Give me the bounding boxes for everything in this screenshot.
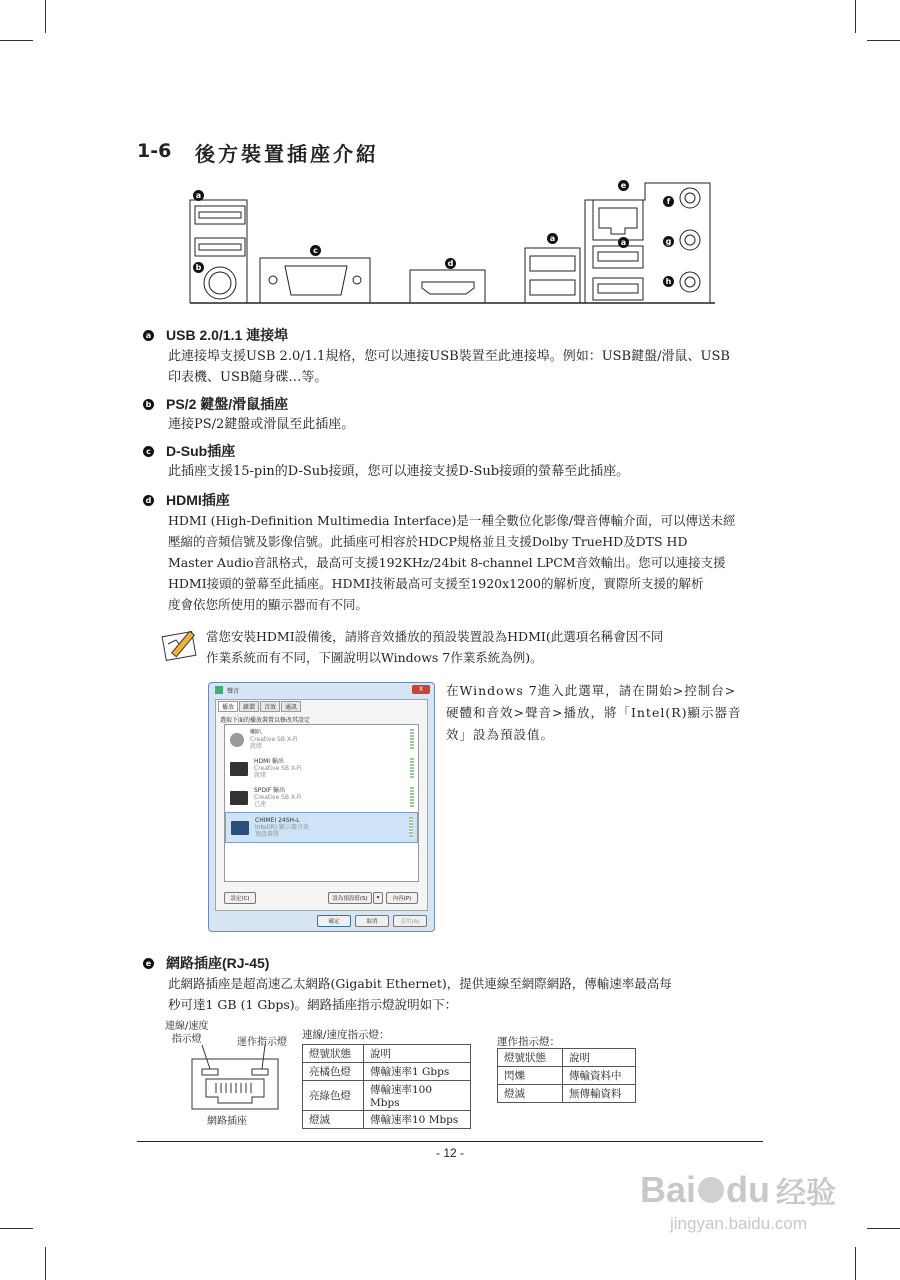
text-line: 指示燈 [171, 1034, 202, 1045]
device-driver: Creative SB X-Fi [254, 765, 302, 772]
speaker-icon [215, 686, 223, 694]
table-cell: 亮橘色燈 [303, 1063, 364, 1081]
device-status: 就緒 [250, 743, 263, 750]
text-line: 作業系統而有不同，下圖說明以Windows 7作業系統為例)。 [206, 650, 543, 665]
sound-dialog-screenshot [208, 682, 435, 932]
item-title: HDMI插座 [166, 492, 230, 508]
win7-caption [446, 680, 742, 746]
crop-mark [867, 40, 900, 41]
device-name: 喇叭 [250, 729, 263, 736]
dialog-titlebar [209, 683, 434, 697]
text-line: HDMI接頭的螢幕至此插座。HDMI技術最高可支援至1920x1200的解析度，實際所支援的解析 [168, 576, 704, 591]
item-hdmi-text [168, 510, 736, 615]
level-meter [410, 729, 414, 749]
table-cell: 傳輸速率10 Mbps [364, 1111, 471, 1129]
marker-b: b [193, 262, 204, 273]
marker-f: f [663, 196, 674, 207]
watermark-text: du [726, 1169, 771, 1210]
page-number: - 12 - [435, 1146, 464, 1160]
monitor-icon [231, 821, 249, 835]
marker-c: c [143, 446, 154, 457]
activity-led-label: 運作指示燈 [237, 1037, 287, 1048]
device-driver: Intel(R) 顯示器音效 [255, 824, 310, 831]
configure-button[interactable]: 設定(C) [224, 892, 256, 904]
text-line: 此插座支援15-pin的D-Sub接頭，您可以連接支援D-Sub接頭的螢幕至此插座。 [168, 464, 630, 479]
marker-h: h [663, 276, 674, 287]
hdmi-device-icon [230, 762, 248, 776]
device-item-selected[interactable] [225, 812, 418, 843]
dialog-instruction: 選取下面的播放裝置以修改其設定 [220, 717, 311, 724]
activity-led-table [497, 1048, 636, 1103]
table-cell: 閃爍 [498, 1067, 563, 1085]
dialog-body [215, 699, 428, 911]
tab-communications[interactable]: 通訊 [281, 701, 301, 712]
text-line: 當您安裝HDMI設備後，請將音效播放的預設裝置設為HDMI(此選項名稱會因不同 [206, 629, 664, 644]
section-title: 後方裝置插座介紹 [195, 142, 379, 166]
note-pencil-icon [160, 628, 202, 664]
item-title: 網路插座(RJ-45) [166, 955, 270, 971]
marker-e: e [143, 958, 154, 969]
device-name: SPDIF 輸出 [254, 787, 286, 794]
item-usb-heading [143, 325, 288, 345]
marker-a: a [193, 190, 204, 201]
item-hdmi-heading [143, 490, 230, 510]
text-line: 效」設為預設值。 [446, 727, 555, 742]
activity-table-caption: 運作指示燈： [497, 1036, 560, 1048]
cancel-button[interactable]: 取消 [355, 915, 389, 927]
table-cell: 傳輸速率1 Gbps [364, 1063, 471, 1081]
tab-recording[interactable]: 錄製 [239, 701, 259, 712]
table-cell: 燈滅 [498, 1085, 563, 1103]
device-driver: Creative SB X-Fi [254, 794, 302, 801]
marker-d: d [445, 258, 456, 269]
table-cell: 燈滅 [303, 1111, 364, 1129]
baidu-watermark [640, 1168, 836, 1212]
speed-led-label [165, 1020, 208, 1046]
text-line: 度會依您所使用的顯示器而有不同。 [168, 597, 369, 612]
apply-button[interactable]: 套用(A) [393, 915, 427, 927]
text-line: 印表機、USB隨身碟…等。 [168, 370, 328, 385]
device-name: CHIMEI 24SH-L [255, 817, 300, 824]
device-item[interactable] [225, 725, 418, 754]
table-header: 說明 [364, 1045, 471, 1063]
crop-mark [0, 1228, 33, 1229]
ok-button[interactable]: 確定 [317, 915, 351, 927]
level-meter [410, 758, 414, 778]
marker-a: a [143, 330, 154, 341]
dialog-tabs [216, 700, 427, 713]
device-name: HDMI 輸出 [254, 758, 284, 765]
text-line: 此連接埠支援USB 2.0/1.1規格，您可以連接USB裝置至此連接埠。例如：USB鍵盤/滑鼠、USB [168, 349, 730, 364]
watermark-url: jingyan.baidu.com [670, 1214, 808, 1233]
spdif-device-icon [230, 791, 248, 805]
marker-b: b [143, 399, 154, 410]
footer-rule [137, 1141, 763, 1142]
close-button[interactable]: X [412, 685, 430, 694]
table-cell: 無傳輸資料 [563, 1085, 636, 1103]
watermark-text: 经验 [776, 1177, 837, 1210]
paw-icon [698, 1177, 724, 1203]
marker-a: a [547, 233, 558, 244]
marker-d: d [143, 495, 154, 506]
marker-c: c [310, 245, 321, 256]
device-status: 已連 [254, 801, 267, 808]
device-driver: Creative SB X-Fi [250, 736, 298, 743]
lan-port-label: 網路插座 [207, 1116, 247, 1127]
device-status: 預設裝置 [255, 831, 280, 838]
level-meter [409, 817, 413, 837]
tab-sounds[interactable]: 音效 [260, 701, 280, 712]
speed-led-table [302, 1044, 471, 1129]
item-dsub-heading [143, 441, 235, 461]
table-cell: 傳輸資料中 [563, 1067, 636, 1085]
crop-mark [855, 0, 856, 33]
note-text [206, 626, 663, 668]
table-header: 燈號狀態 [303, 1045, 364, 1063]
item-title: USB 2.0/1.1 連接埠 [166, 327, 289, 343]
text-line: Master Audio音訊格式，最高可支援192KHz/24bit 8-channel LPCM音效輸出。您可以連接支援 [168, 555, 726, 570]
text-line: 此網路插座是超高速乙太網路(Gigabit Ethernet)，提供連線至網際網路，傳輸速率最高每 [168, 976, 672, 991]
text-line: 硬體和音效>聲音>播放，將「Intel(R)顯示器音 [446, 705, 742, 720]
table-cell: 傳輸速率100 Mbps [364, 1081, 471, 1111]
item-lan-heading [143, 953, 269, 973]
crop-mark [855, 1247, 856, 1280]
marker-g: g [663, 236, 674, 247]
crop-mark [45, 1247, 46, 1280]
text-line: 連接PS/2鍵盤或滑鼠至此插座。 [168, 417, 355, 432]
item-title: D-Sub插座 [166, 443, 236, 459]
item-title: PS/2 鍵盤/滑鼠插座 [166, 396, 289, 412]
item-lan-text [168, 973, 672, 1015]
dropdown-arrow-icon[interactable]: ▾ [373, 892, 383, 904]
text-line: 在Windows 7進入此選單，請在開始>控制台> [446, 683, 737, 698]
set-default-button[interactable]: 設為預設值(S) [328, 892, 372, 904]
crop-mark [867, 1228, 900, 1229]
device-item[interactable] [225, 754, 418, 783]
crop-mark [0, 40, 33, 41]
device-status: 就緒 [254, 772, 267, 779]
rj45-port-icon [180, 1045, 290, 1113]
item-dsub-text [168, 461, 629, 482]
properties-button[interactable]: 內容(P) [386, 892, 418, 904]
text-line: 壓縮的音頻信號及影像信號。此插座可相容於HDCP規格並且支援Dolby TrueHD及DTS HD [168, 534, 688, 549]
table-header: 說明 [563, 1049, 636, 1067]
dialog-title: 聲音 [227, 687, 240, 695]
tab-playback[interactable]: 播放 [218, 701, 238, 712]
text-line: 秒可達1 GB (1 Gbps)。網路插座指示燈說明如下： [168, 997, 458, 1012]
device-item[interactable] [225, 783, 418, 812]
item-ps2-heading [143, 394, 288, 414]
table-header: 燈號狀態 [498, 1049, 563, 1067]
item-ps2-text [168, 414, 354, 435]
speaker-icon [230, 733, 244, 747]
table-cell: 亮綠色燈 [303, 1081, 364, 1111]
speed-table-caption: 連線/速度指示燈： [302, 1029, 390, 1041]
text-line: HDMI (High-Definition Multimedia Interface)是一種全數位化影像/聲音傳輸介面，可以傳送未經 [168, 513, 736, 528]
watermark-text: Bai [640, 1169, 697, 1210]
text-line: 連線/速度 [165, 1021, 209, 1032]
section-number: 1-6 [137, 140, 172, 162]
back-panel-diagram [185, 178, 720, 308]
device-list [224, 724, 419, 882]
item-usb-text [168, 346, 730, 388]
marker-e: e [618, 180, 629, 191]
crop-mark [45, 0, 46, 33]
marker-a: a [618, 237, 629, 248]
level-meter [410, 787, 414, 807]
